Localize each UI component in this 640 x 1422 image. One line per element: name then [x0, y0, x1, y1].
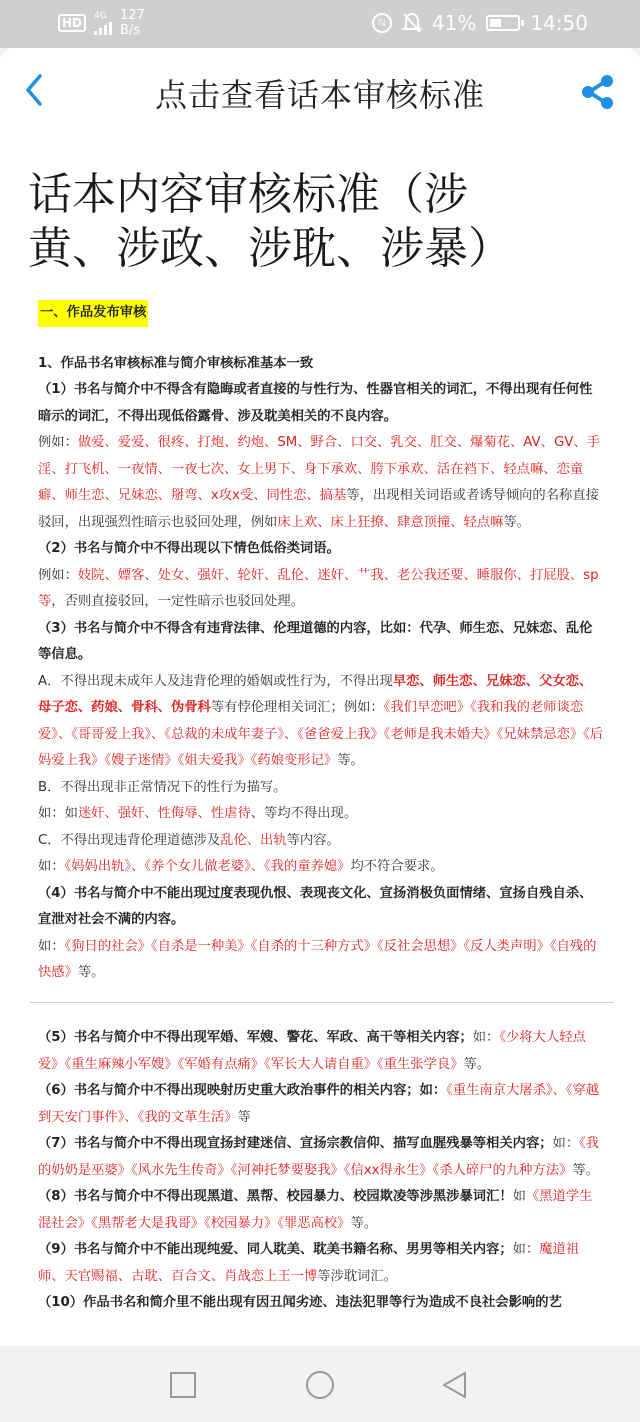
status-left — [58, 8, 145, 38]
hd-icon: HD — [58, 14, 86, 32]
network-indicator — [94, 11, 112, 35]
nav-bar — [0, 48, 640, 130]
rule-1-example: 例如：做爱、爱爱、很疼、打炮、约炮、SM、野合、口交、乳交、肛交、爆菊花、AV、GV、手淫、打飞机、一夜情、一夜七次、女上男下、身下承欢、胯下承欢、活在裆下、轻点嘛、恋童癖、师生恋、兄妹恋、掰弯、x攻x受、同性恋、搞基等，出现相关词语或者诱导倾向的名称直接驳回，出现强烈性暗示也驳回处理，例如床上欢、床上狂撩、肆意顶撞、轻点嘛等。 — [38, 435, 600, 530]
back-triangle-icon[interactable] — [440, 1370, 470, 1400]
rule-3: （3）书名与简介中不得含有违背法律、伦理道德的内容，比如：代孕、师生恋、兄妹恋、乱伦等信息。 — [38, 620, 593, 662]
rule-3a: A．不得出现未成年人及违背伦理的婚姻或性行为，不得出现早恋、师生恋、兄妹恋、父女恋、母子恋、药娘、骨科、伪骨科等有悖伦理相关词汇；例如：《我们早恋吧》《我和我的老师谈恋爱》、《哥哥爱上我》、《总裁的未成年妻子》、《爸爸爱上我》《老师是我未婚夫》《兄妹禁忌恋》《后妈爱上我》《嫂子迷情》《姐夫爱我》《药娘变形记》等。 — [38, 673, 604, 768]
rule-6: （6）书名与简介中不得出现映射历史重大政治事件的相关内容；如：《重生南京大屠杀》、《穿越到天安门事件》、《我的文革生活》等 — [38, 1083, 600, 1125]
network-type: 4G — [94, 11, 107, 21]
rule-4-example: 如：《狗日的社会》《自杀是一种美》《自杀的十三种方式》《反社会思想》《反人类声明》《自残的快感》等。 — [38, 938, 597, 980]
system-nav-bar — [0, 1346, 640, 1422]
rule-3c-example: 如：《妈妈出轨》、《养个女儿做老婆》、《我的童养媳》均不符合要求。 — [38, 859, 444, 874]
mute-bell-icon — [402, 12, 422, 34]
clock: 14:50 — [530, 11, 588, 35]
rule-7: （7）书名与简介中不得出现宣扬封建迷信、宣扬宗教信仰、描写血腥残暴等相关内容；如：《我的奶奶是巫婆》《风水先生传奇》《河神托梦要娶我》《信xx得永生》《杀人碎尸的九种方法》等。 — [38, 1136, 600, 1178]
rule-3c: C．不得出现违背伦理道德涉及乱伦、出轨等内容。 — [38, 832, 340, 848]
signal-icon — [94, 21, 112, 35]
rule-9: （9）书名与简介中不能出现纯爱、同人耽美、耽美书籍名称、男男等相关内容；如：魔道祖师、天官赐福、古耽、百合文、肖战恋上王一博等涉耽词汇。 — [38, 1242, 580, 1284]
rule-4: （4）书名与简介中不能出现过度表现仇恨、表现丧文化、宣扬消极负面情绪、宣扬自残自杀、宣泄对社会不满的内容。 — [38, 885, 593, 927]
divider — [30, 1002, 614, 1003]
battery-icon — [486, 15, 520, 31]
rule-1: （1）书名与简介中不得含有隐晦或者直接的与性行为、性器官相关的词汇，不得出现有任何性暗示的词汇，不得出现低俗露骨、涉及耽美相关的不良内容。 — [38, 382, 593, 424]
vibrate-icon: ℕ — [372, 13, 392, 33]
rule-5: （5）书名与简介中不得出现军婚、军嫂、警花、军政、高干等相关内容；如：《少将大人轻点爱》《重生麻辣小军嫂》《军婚有点痛》《军长大人请自重》《重生张学良》等。 — [38, 1030, 586, 1072]
status-bar — [0, 0, 640, 48]
rule-3b: B．不得出现非正常情况下的性行为描写。 — [38, 779, 287, 795]
rule-2-example: 例如：妓院、嫖客、处女、强奸、轮奸、乱伦、迷奸、艹我、老公我还要、睡服你、打屁股、sp等，否则直接驳回，一定性暗示也驳回处理。 — [38, 567, 599, 609]
battery-percent: 41% — [431, 11, 477, 35]
article-title: 话本内容审核标准（涉黄、涉政、涉耽、涉暴） — [28, 169, 512, 274]
item1-heading: 1、作品书名审核标准与简介审核标准基本一致 — [38, 355, 314, 371]
speed-unit: B/s — [120, 23, 141, 38]
rule-8: （8）书名与简介中不得出现黑道、黑帮、校园暴力、校园欺凌等涉黑涉暴词汇！如《黑道学生混社会》《黑帮老大是我哥》《校园暴力》《罪恶高校》等。 — [38, 1189, 593, 1231]
rule-3b-example: 如：如迷奸、强奸、性侮辱、性虐待、等均不得出现。 — [38, 806, 358, 821]
battery-fill — [490, 19, 501, 27]
home-icon[interactable] — [305, 1370, 335, 1400]
speed-value: 127 — [120, 8, 145, 23]
page-title: 点击查看话本审核标准 — [154, 76, 485, 114]
document-image-part2 — [38, 1025, 604, 1317]
back-arrow-icon[interactable] — [18, 72, 54, 108]
network-speed — [120, 8, 145, 38]
recent-apps-icon[interactable] — [168, 1370, 198, 1400]
section-heading: 一、作品发布审核 — [38, 300, 148, 327]
rule-10: （10）作品书名和简介里不能出现有因丑闻劣迹、违法犯罪等行为造成不良社会影响的艺 — [38, 1295, 562, 1310]
document-image-part1 — [38, 300, 604, 987]
article-content[interactable] — [0, 130, 640, 1346]
share-icon[interactable] — [578, 72, 618, 112]
status-right — [372, 11, 588, 35]
rule-2: （2）书名与简介中不得出现以下情色低俗类词语。 — [38, 541, 340, 556]
